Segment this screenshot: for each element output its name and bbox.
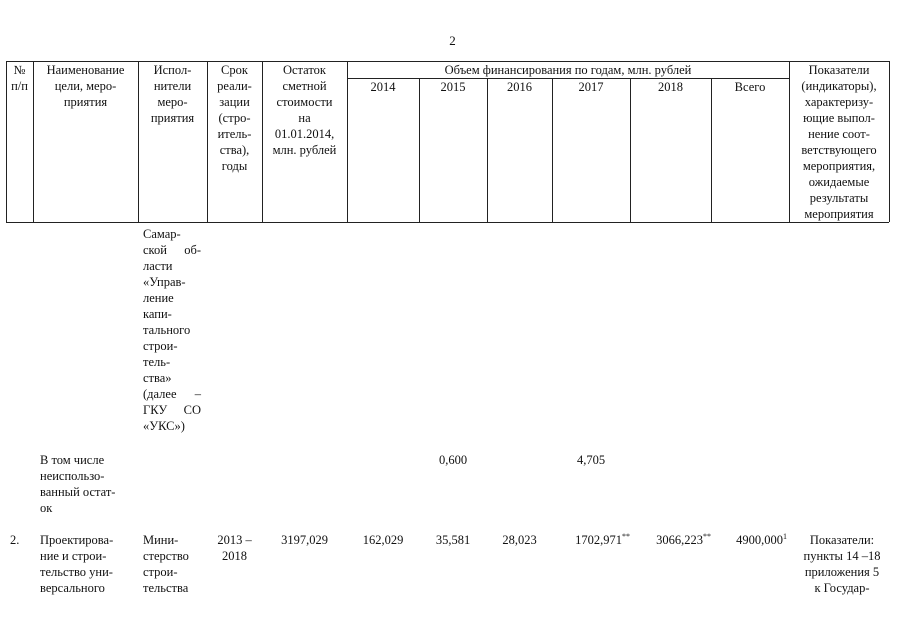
- row2-total-value: 4900,000: [736, 533, 783, 547]
- row2-2018: [630, 532, 711, 548]
- header-num: № п/п: [11, 63, 28, 93]
- row2-indicators: Показатели: пункты 14 –18 приложения 5 к Государ-: [803, 533, 881, 595]
- header-funding-title: Объем финансирования по годам, млн. рублей: [444, 63, 692, 77]
- header-year-total: Всего: [734, 80, 766, 94]
- header-year-2015: 2015: [440, 80, 466, 94]
- header-term: Срок реали- зации (стро- итель- ства), годы: [217, 63, 252, 173]
- executor-line: «Управ-: [143, 275, 186, 289]
- row2-term: 2013 – 2018: [217, 533, 252, 563]
- header-year-2016: 2016: [507, 80, 532, 94]
- executor-line: ства»: [143, 371, 172, 385]
- executor-line: «УКС»): [143, 419, 185, 433]
- executor-line: строи-: [143, 339, 178, 353]
- header-year-2014: 2014: [370, 80, 396, 94]
- row2-2015: 35,581: [435, 533, 471, 547]
- executor-line: (далее –: [143, 387, 201, 401]
- row2-2017-footnote: **: [622, 531, 630, 541]
- header-year-2018: 2018: [658, 80, 683, 94]
- row2-2017-value: 1702,971: [575, 533, 622, 547]
- executor-line: ление: [143, 291, 174, 305]
- row2-2018-footnote: **: [703, 531, 711, 541]
- header-name: Наименование цели, меро- приятия: [46, 63, 125, 109]
- row2-num: 2.: [10, 533, 20, 547]
- row2-2018-value: 3066,223: [656, 533, 703, 547]
- row2-2017: [552, 532, 630, 548]
- executor-line: капи-: [143, 307, 172, 321]
- row2-2016: 28,023: [502, 533, 537, 547]
- executor-line: ГКУ СО: [143, 403, 201, 417]
- row2-balance: 3197,029: [281, 533, 328, 547]
- header-executor: Испол- нители меро- приятия: [150, 63, 195, 125]
- unused-row-2015: 0,600: [438, 453, 468, 467]
- row2-name: Проектирова- ние и строи- тельство уни- версального: [40, 533, 114, 595]
- unused-row-name: В том числе неиспользо- ванный остат- ок: [40, 453, 116, 515]
- executor-line: Самар-: [143, 227, 181, 241]
- executor-line: тального: [143, 323, 191, 337]
- header-indicators: Показатели (индикаторы), характеризу- ющие выпол- нение соот- ветствующего мероприятия, ожидаемые результаты мероприятия: [801, 63, 877, 221]
- header-balance: Остаток сметной стоимости на 01.01.2014, млн. рублей: [272, 63, 337, 157]
- row2-2014: 162,029: [362, 533, 404, 547]
- unused-row-2017: 4,705: [576, 453, 606, 467]
- executor-line: ласти: [143, 259, 173, 273]
- row2-total-footnote: 1: [783, 531, 787, 541]
- row2-executor: Мини- стерство строи- тельства: [143, 533, 189, 595]
- page-number: 2: [449, 33, 456, 48]
- header-year-2017: 2017: [578, 80, 604, 94]
- row2-total: [711, 532, 787, 548]
- executor-line: тель-: [143, 355, 171, 369]
- executor-line: ской об-: [143, 243, 201, 257]
